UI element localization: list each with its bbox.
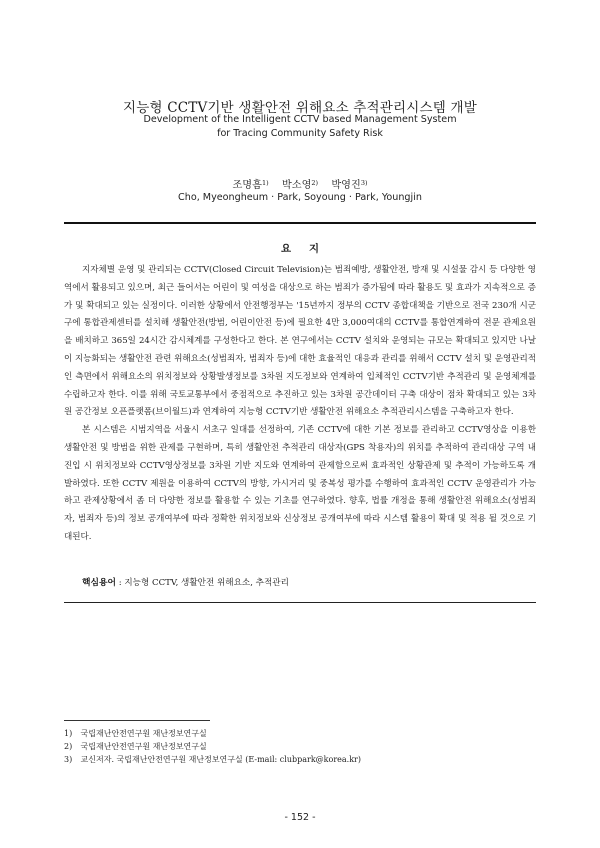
author-footnote-mark: 2) <box>311 179 319 187</box>
english-title-line-2: for Tracing Community Safety Risk <box>217 128 383 139</box>
footnote-item <box>64 740 544 753</box>
footnotes <box>64 727 544 767</box>
abstract-paragraph: 지자체별 운영 및 관리되는 CCTV(Closed Circuit Television)는 범죄예방, 생활안전, 방재 및 시설물 감시 등 다양한 영역에서 활용되고 있으며, 최근 들어서는 어린이 및 여성을 대상으로 하는 범죄가 증가됨에 따라 활용도 및 효과가 지속적으로 증가 및 확대되고 있는 실정이다. 이러한 상황에서 안전행정부는 '15년까지 정부의 CCTV 종합대책을 기반으로 전국 230개 시군구에 통합관제센터를 설치해 생활안전(방범, 어린이안전 등)에 필요한 4만 3,000여대의 CCTV를 통합연계하여 전문 관제요원을 배치하고 365일 24시간 감시체계를 구성한다고 한다. 본 연구에서는 CCTV 설치와 운영되는 규모는 확대되고 있지만 나날이 지능화되는 생활안전 관련 위해요소(성범죄자, 범죄자 등)에 대한 효율적인 대응과 관리를 위해서 CCTV 설치 및 운영관리적인 측면에서 위해요소의 위치정보와 상황발생정보를 3차원 지도정보와 연계하여 입체적인 CCTV기반 추적관리 및 운영체계를 수립하고자 한다. 이를 위해 국토교통부에서 중점적으로 추진하고 있는 3차원 공간데이터 구축 대상이 점차 확대되고 있는 3차원 공간정보 오픈플랫폼(브이월드)과 연계하여 지능형 CCTV기반 생활안전 위해요소 추적관리시스템을 구축하고자 한다. <box>64 265 536 418</box>
keywords-line: 핵심용어 : 지능형 CCTV, 생활안전 위해요소, 추적관리 <box>82 578 289 588</box>
footnote-item <box>64 727 544 740</box>
abstract-body <box>64 262 536 547</box>
footnote-divider <box>64 720 210 721</box>
footnote-text: 국립재난안전연구원 재난정보연구실 <box>80 742 207 752</box>
footnote-text: 국립재난안전연구원 재난정보연구실 <box>80 729 207 738</box>
footnote-text: 교신저자. 국립재난안전연구원 재난정보연구실 (E-mail: clubpark@korea.kr) <box>80 755 362 765</box>
author-name: 조명흠 <box>232 180 262 191</box>
keywords-text: 지능형 CCTV, 생활안전 위해요소, 추적관리 <box>124 578 289 588</box>
top-divider <box>64 222 536 224</box>
author-list <box>0 176 600 191</box>
english-title-line-1: Development of the Intelligent CCTV based Management System <box>143 114 457 125</box>
author-footnote-mark: 1) <box>261 179 269 187</box>
abstract-heading: 요지 <box>280 243 338 255</box>
footnote-number: 1) <box>64 729 73 738</box>
footnote-item <box>64 753 544 766</box>
bottom-divider <box>64 602 536 603</box>
page-number: - 152 - <box>284 812 316 823</box>
author-list-english: Cho, Myeongheum · Park, Soyoung · Park, Youngjin <box>178 192 422 203</box>
footnote-number: 3) <box>64 755 73 765</box>
footnote-number: 2) <box>64 742 73 752</box>
author-footnote-mark: 3) <box>360 179 368 187</box>
author-name: 박영진 <box>331 180 361 191</box>
paper-title: 지능형 CCTV기반 생활안전 위해요소 추적관리시스템 개발 <box>123 100 477 116</box>
abstract-paragraph: 본 시스템은 시범지역을 서울시 서초구 일대를 선정하여, 기존 CCTV에 대한 기본 정보를 관리하고 CCTV영상을 이용한 생활안전 및 방범을 위한 관제를 구현하며, 특히 생활안전 추적관리 대상자(GPS 착용자)의 위치를 추적하여 관리대상 구역 내 진입 시 위치정보와 CCTV영상정보를 3차원 기반 지도와 연계하여 관제함으로써 효과적인 상황관제 및 추적이 가능하도록 개발하였다. 또한 CCTV 제원을 이용하여 CCTV의 방향, 가시거리 및 중복성 평가를 수행하여 효과적인 CCTV 운영관리가 가능하고 관제상황에서 좀 더 다양한 정보를 활용할 수 있는 기초를 연구하였다. 향후, 법률 개정을 통해 생활안전 위해요소(성범죄자, 범죄자 등)의 정보 공개여부에 따라 정확한 위치정보와 신상정보 공개여부에 따라 시스템 활용이 확대 및 적용 될 것으로 기대된다. <box>64 425 536 542</box>
author-name: 박소영 <box>281 180 312 191</box>
keywords-label: 핵심용어 <box>82 578 116 588</box>
